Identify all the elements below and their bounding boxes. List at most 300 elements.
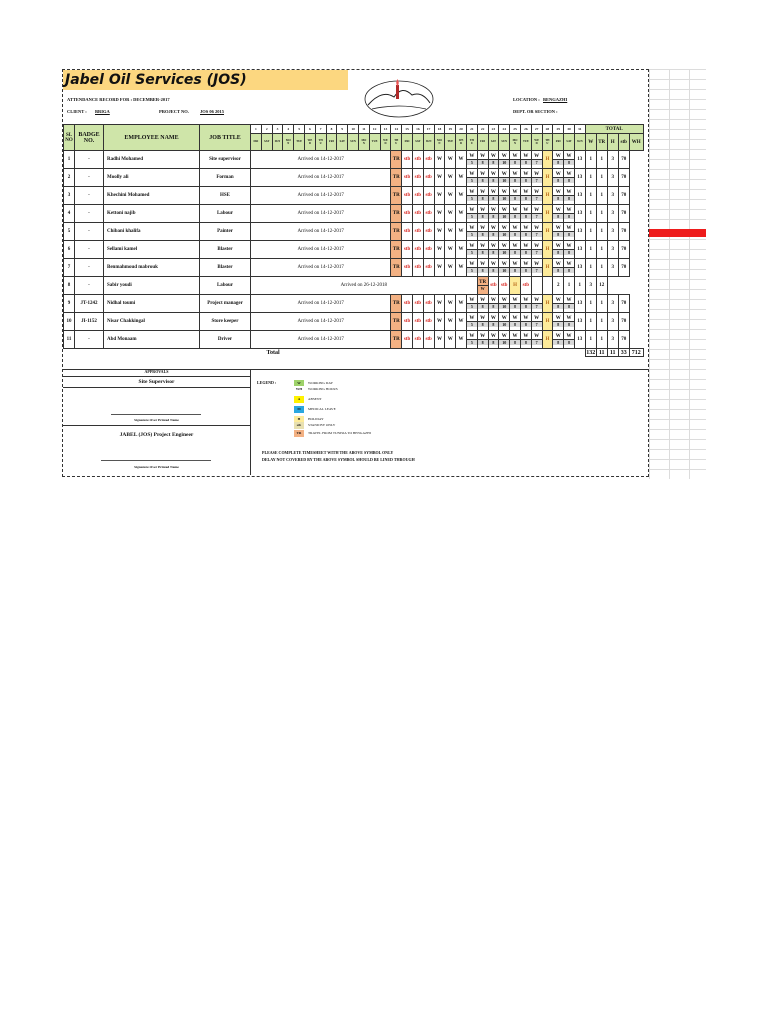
hours-mark: 8 [478,160,488,165]
day-cell: stb [412,223,423,241]
sl-cell: 1 [64,151,75,169]
total-cell: 1 [596,187,607,205]
arrival-note: Arrived on 14-12-2017 [251,295,391,313]
hours-mark: 8 [478,304,488,309]
day-abbr-24: SUN [499,134,510,151]
legend-text: ABSENT [308,397,322,401]
hours-mark: 7 [532,250,542,255]
day-abbr-17: SUN [423,134,434,151]
total-cell: 70 [618,205,629,223]
day-cell [553,331,564,349]
table-row[interactable] [64,151,644,169]
code-mark: W [499,334,509,340]
total-cell: 1 [585,187,596,205]
total-cell: 1 [596,313,607,331]
hours-mark: 8 [553,340,563,345]
total-cell: 13 [574,205,585,223]
grand-total-cell: 712 [629,349,643,357]
table-row[interactable] [64,223,644,241]
day-cell [477,151,488,169]
day-abbr-29: FRI [553,134,564,151]
total-cell: 70 [618,331,629,349]
day-cell: stb [423,313,434,331]
day-cell [466,187,477,205]
day-number-30: 30 [564,125,575,134]
hours-mark: 8 [521,178,531,183]
total-cell: 70 [618,241,629,259]
total-cell: 3 [607,331,618,349]
day-number-26: 26 [520,125,531,134]
col-total-tr: TR [596,134,607,151]
day-cell [531,313,542,331]
arrival-note: Arrived on 14-12-2017 [251,259,391,277]
hours-mark: 10 [499,178,509,183]
total-cell: 1 [574,277,585,295]
day-cell: stb [499,277,510,295]
day-cell: W [456,259,467,277]
legend-text: WORKING HOURS [308,387,338,391]
hours-mark: 10 [499,340,509,345]
hours-mark: 8 [553,304,563,309]
hours-mark: 8 [478,340,488,345]
day-number-2: 2 [261,125,272,134]
day-cell: W [445,187,456,205]
day-cell: stb [412,331,423,349]
employee-name-cell: Abd Monaam [104,331,200,349]
hours-mark: 10 [499,322,509,327]
code-mark: W [499,298,509,304]
day-cell [564,259,575,277]
sl-cell: 4 [64,205,75,223]
total-cell: 70 [618,223,629,241]
total-row [64,349,644,357]
day-cell: W [445,313,456,331]
code-mark: W [478,208,488,214]
sl-cell: 11 [64,331,75,349]
hours-mark: 8 [521,268,531,273]
day-number-22: 22 [477,125,488,134]
code-mark: W [553,172,563,178]
day-cell [564,295,575,313]
hours-mark: 7 [532,232,542,237]
total-cell: 3 [607,313,618,331]
day-cell [477,259,488,277]
day-abbr-2: SAT [261,134,272,151]
hours-mark: 8 [553,214,563,219]
day-cell: W [456,241,467,259]
legend-text: HOLIDAY [308,417,324,421]
code-mark: W [532,172,542,178]
company-logo-icon [362,75,436,119]
hours-mark: 5 [467,214,477,219]
code-mark: W [499,190,509,196]
col-total: TOTAL [585,125,643,134]
hours-mark: 8 [510,322,520,327]
day-number-16: 16 [412,125,423,134]
day-number-10: 10 [348,125,359,134]
table-row[interactable] [64,169,644,187]
approvals-title: APPROVALS [63,369,250,377]
day-cell: H [542,169,553,187]
code-mark: W [499,172,509,178]
day-cell [553,187,564,205]
day-number-29: 29 [553,125,564,134]
code-mark: W [521,172,531,178]
hours-mark: 7 [532,340,542,345]
sl-cell: 3 [64,187,75,205]
arrival-note: Arrived on 14-12-2017 [251,169,391,187]
day-cell [499,205,510,223]
code-mark: W [532,298,542,304]
day-abbr-3: SUN [272,134,283,151]
hours-mark: 5 [467,178,477,183]
day-cell [542,277,553,295]
day-cell: W [456,151,467,169]
hours-mark: 10 [499,232,509,237]
code-mark: W [489,172,499,178]
code-mark: W [510,316,520,322]
day-abbr-21: THU [466,134,477,151]
total-cell: 1 [596,241,607,259]
day-cell [477,241,488,259]
day-cell [488,313,499,331]
total-cell: 1 [585,295,596,313]
hours-mark: 8 [521,196,531,201]
hours-mark: 8 [564,160,574,165]
sl-cell: 5 [64,223,75,241]
legend-text: STAND BY ONLY [308,423,336,427]
day-cell: stb [412,151,423,169]
day-cell [520,295,531,313]
table-row[interactable] [64,277,644,295]
badge-cell: - [75,187,104,205]
sl-cell: 6 [64,241,75,259]
day-cell: TR [391,169,402,187]
legend-swatch: TR [294,430,304,437]
day-cell [520,169,531,187]
signature-label-2: Signature Over Printed Name [134,465,179,469]
day-abbr-20: WED [456,134,467,151]
day-cell [564,313,575,331]
job-title-cell: Site supervisor [200,151,251,169]
day-abbr-16: SAT [412,134,423,151]
hours-mark: 10 [499,214,509,219]
day-cell [488,295,499,313]
code-mark: W [499,208,509,214]
total-cell: 1 [585,223,596,241]
day-cell [477,295,488,313]
arrival-note: Arrived on 14-12-2017 [251,151,391,169]
code-mark: W [564,244,574,250]
day-abbr-14: THU [391,134,402,151]
day-cell [477,169,488,187]
hours-mark: 8 [510,178,520,183]
code-mark: W [510,262,520,268]
day-cell: W [456,223,467,241]
day-cell: W [445,205,456,223]
hours-mark: 5 [467,250,477,255]
code-mark: W [521,154,531,160]
day-number-5: 5 [294,125,305,134]
total-cell: 13 [574,241,585,259]
code-mark: W [510,172,520,178]
employee-name-cell: Kettoni najib [104,205,200,223]
day-cell: stb [423,241,434,259]
day-cell [564,187,575,205]
code-mark: W [478,298,488,304]
day-abbr-5: TUE [294,134,305,151]
day-cell: stb [423,169,434,187]
day-cell: H [542,331,553,349]
table-row[interactable] [64,295,644,313]
day-cell: W [445,151,456,169]
total-cell: 1 [596,259,607,277]
code-mark: W [521,244,531,250]
code-mark: W [489,262,499,268]
employee-name-cell: Sabir youdi [104,277,200,295]
grand-total-cell: 11 [596,349,607,357]
day-cell: stb [412,313,423,331]
grand-total-cell: 132 [586,349,596,356]
hours-mark: 8 [521,322,531,327]
code-mark: W [499,226,509,232]
sl-cell: 2 [64,169,75,187]
code-mark: W [564,262,574,268]
day-cell: W [434,205,445,223]
location-label: LOCATION : [513,97,540,102]
day-cell [488,259,499,277]
code-mark: W [564,298,574,304]
hours-mark: 8 [564,214,574,219]
day-cell: W [434,313,445,331]
day-cell: H [542,223,553,241]
badge-cell: - [75,169,104,187]
day-cell: stb [402,151,413,169]
legend-note-2: DELAY NOT COVERED BY THE ABOVE SYMBOL SHOULD BE LINED THROUGH [262,457,415,462]
arrival-note: Arrived on 14-12-2017 [251,223,391,241]
hours-mark: 8 [510,196,520,201]
legend-text: WORKING DAY [308,381,334,385]
employee-name-cell: Sellami kamel [104,241,200,259]
day-abbr-11: MON [358,134,369,151]
code-mark: W [564,334,574,340]
code-mark: W [510,154,520,160]
code-mark: W [478,154,488,160]
day-cell [466,169,477,187]
arrival-note: Arrived on 14-12-2017 [251,241,391,259]
total-cell: 3 [607,259,618,277]
dept-label: DEPT. OR SECTION : [513,109,558,114]
job-title-cell: Labour [200,205,251,223]
code-mark: W [553,226,563,232]
day-cell [510,295,521,313]
total-cell: 70 [618,259,629,277]
badge-cell: - [75,259,104,277]
day-cell: W [456,187,467,205]
table-row[interactable] [64,205,644,223]
spreadsheet-gridlines [649,69,706,479]
code-mark: W [532,334,542,340]
day-cell [488,151,499,169]
day-cell [499,295,510,313]
table-row[interactable] [64,331,644,349]
total-cell: 1 [596,295,607,313]
total-cell: 3 [607,241,618,259]
total-cell: 1 [596,151,607,169]
day-cell: W [445,259,456,277]
total-cell: 1 [564,277,575,295]
day-cell [520,241,531,259]
day-abbr-22: FRI [477,134,488,151]
code-mark: W [467,334,477,340]
day-cell [499,331,510,349]
day-cell: TR [391,331,402,349]
legend-title: LEGEND : [257,380,277,385]
project-label: PROJECT NO. [159,109,189,114]
day-cell: W [456,295,467,313]
legend-swatch: stb [294,422,304,429]
hours-mark: 8 [489,250,499,255]
code-mark: W [478,316,488,322]
day-cell [466,151,477,169]
total-cell: 1 [585,331,596,349]
code-mark: W [553,244,563,250]
code-mark: W [553,208,563,214]
day-abbr-7: THU [315,134,326,151]
day-abbr-13: WED [380,134,391,151]
day-cell [466,295,477,313]
total-cell: 2 [553,277,564,295]
code-mark: W [478,190,488,196]
day-cell: H [542,295,553,313]
hours-mark: 8 [553,196,563,201]
day-cell [488,241,499,259]
day-cell: stb [412,259,423,277]
day-number-18: 18 [434,125,445,134]
project-value: JOS 06 2015 [200,109,225,114]
arrival-note: Arrived on 14-12-2017 [251,331,391,349]
day-cell [477,277,488,295]
employee-name-cell: Moolly ali [104,169,200,187]
arrival-note: Arrived on 14-12-2017 [251,187,391,205]
day-cell [466,241,477,259]
day-cell [564,241,575,259]
day-cell [499,151,510,169]
day-number-14: 14 [391,125,402,134]
day-cell: H [542,187,553,205]
code-mark: W [489,190,499,196]
day-cell: W [445,295,456,313]
hours-mark: 8 [489,340,499,345]
day-cell [499,187,510,205]
day-cell: stb [402,331,413,349]
badge-cell: - [75,277,104,295]
job-title-cell: Store keeper [200,313,251,331]
total-cell: 1 [596,223,607,241]
day-abbr-28: THU [542,134,553,151]
hours-mark: 10 [499,304,509,309]
hours-mark: 8 [478,214,488,219]
code-mark: W [564,154,574,160]
hours-mark: 8 [553,250,563,255]
day-abbr-23: SAT [488,134,499,151]
total-cell: 70 [618,169,629,187]
day-cell: stb [423,223,434,241]
day-number-25: 25 [510,125,521,134]
day-cell: W [456,169,467,187]
day-number-6: 6 [304,125,315,134]
code-mark: W [467,208,477,214]
day-cell: TR [391,151,402,169]
col-total-w: W [585,134,596,151]
code-mark: W [510,244,520,250]
legend-text: TRAVEL FROM TUNISIA TO BENGAZHI [308,431,371,435]
day-number-27: 27 [531,125,542,134]
table-row[interactable] [64,241,644,259]
day-number-1: 1 [251,125,262,134]
day-cell [510,241,521,259]
day-cell [553,295,564,313]
total-cell: 13 [574,223,585,241]
signature-label-1: Signature Over Printed Name [134,418,179,422]
hours-mark: 8 [510,304,520,309]
hours-mark: 8 [489,322,499,327]
day-abbr-12: TUE [369,134,380,151]
hours-mark: 8 [564,340,574,345]
total-cell: 13 [574,259,585,277]
code-mark: W [521,190,531,196]
total-cell: 3 [607,169,618,187]
day-number-11: 11 [358,125,369,134]
code-mark: W [521,334,531,340]
day-abbr-8: FRI [326,134,337,151]
legend-swatch: A [294,396,304,403]
day-cell: W [434,241,445,259]
total-cell: 70 [618,151,629,169]
hours-mark: 8 [510,214,520,219]
legend-swatch: W [294,380,304,387]
day-cell: stb [423,295,434,313]
day-cell [477,331,488,349]
total-cell: 1 [596,331,607,349]
day-cell [510,259,521,277]
table-row[interactable] [64,259,644,277]
table-row[interactable] [64,313,644,331]
day-cell: H [542,205,553,223]
total-cell: 3 [607,205,618,223]
day-cell [499,259,510,277]
total-cell: 13 [574,169,585,187]
total-cell: 70 [618,187,629,205]
highlighted-cell[interactable] [649,229,706,237]
day-cell [510,313,521,331]
hours-mark: 8 [564,268,574,273]
col-total-stb: stb [618,134,629,151]
day-cell [510,223,521,241]
table-row[interactable] [64,187,644,205]
code-mark: W [510,226,520,232]
hours-mark: 8 [553,160,563,165]
day-cell [499,169,510,187]
code-mark: W [510,208,520,214]
day-number-17: 17 [423,125,434,134]
total-cell: 1 [585,151,596,169]
day-cell: W [434,151,445,169]
hours-mark: 8 [510,232,520,237]
code-mark: W [489,298,499,304]
day-number-12: 12 [369,125,380,134]
total-cell: 70 [618,295,629,313]
